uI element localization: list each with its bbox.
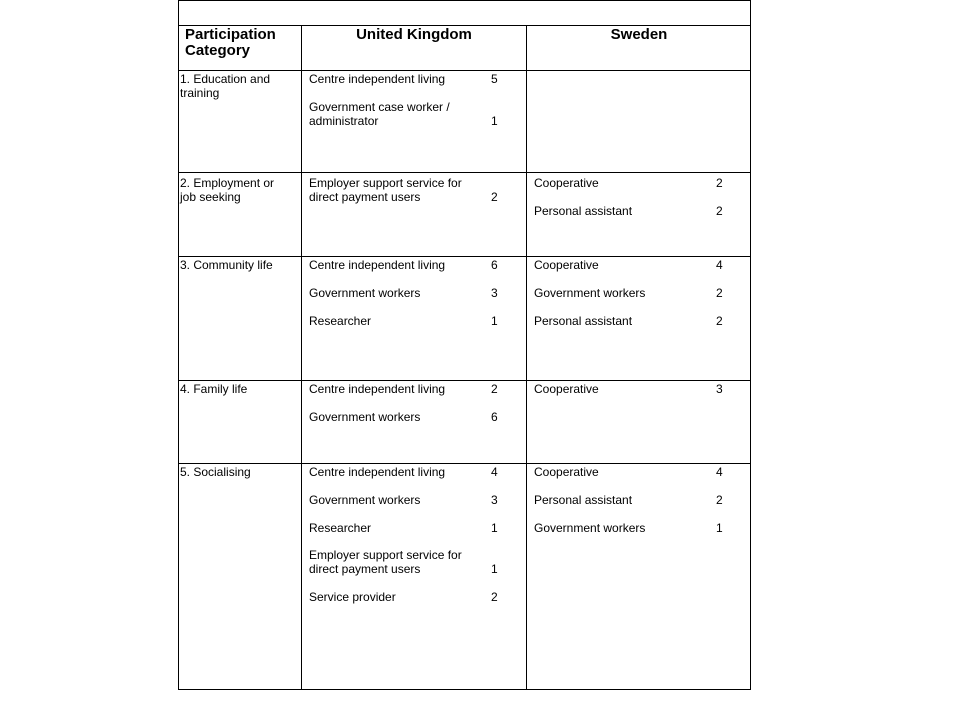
uk-entry-label: Centre independent living [309,465,446,479]
row-divider [179,256,750,257]
uk-entry-label: Government workers [309,493,421,507]
uk-entry-label: Centre independent living [309,382,446,396]
sweden-entry-label: Cooperative [534,176,599,190]
uk-entry-value: 1 [491,314,498,328]
sweden-entry-label: Government workers [534,286,646,300]
row-category: 5. Socialising [180,465,251,479]
uk-entry-value: 2 [491,190,498,204]
uk-entry-label: Centre independent living [309,258,446,272]
sweden-entry-value: 2 [716,204,723,218]
uk-entry-value: 1 [491,114,498,128]
row-divider [179,463,750,464]
row-category: 4. Family life [180,382,248,396]
uk-entry-label: Service provider [309,590,396,604]
uk-entry-value: 5 [491,72,498,86]
sweden-entry-label: Personal assistant [534,314,633,328]
row-divider [179,380,750,381]
header-uk: United Kingdom [356,26,472,43]
uk-entry-value: 6 [491,258,498,272]
column-divider [301,25,302,689]
uk-entry-label: Employer support service for direct payment users [309,548,462,576]
sweden-entry-value: 4 [716,258,723,272]
sweden-entry-label: Cooperative [534,382,599,396]
column-divider [526,25,527,689]
table-top-bar [179,1,750,26]
uk-entry-label: Centre independent living [309,72,446,86]
uk-entry-value: 4 [491,465,498,479]
header-sweden: Sweden [610,26,668,43]
sweden-entry-value: 1 [716,521,723,535]
sweden-entry-value: 2 [716,314,723,328]
uk-entry-label: Researcher [309,521,372,535]
participation-table [178,0,751,690]
sweden-entry-value: 2 [716,286,723,300]
uk-entry-label: Government workers [309,286,421,300]
header-category: Participation Category [185,26,276,59]
uk-entry-value: 6 [491,410,498,424]
sweden-entry-value: 4 [716,465,723,479]
uk-entry-label: Government case worker / administrator [309,100,450,128]
sweden-entry-label: Personal assistant [534,493,633,507]
row-category: 2. Employment or job seeking [180,176,275,204]
uk-entry-value: 3 [491,286,498,300]
uk-entry-label: Employer support service for direct payment users [309,176,462,204]
sweden-entry-label: Cooperative [534,465,599,479]
row-divider [179,70,750,71]
uk-entry-value: 2 [491,590,498,604]
sweden-entry-label: Cooperative [534,258,599,272]
uk-entry-value: 1 [491,562,498,576]
row-category: 1. Education and training [180,72,271,100]
uk-entry-label: Researcher [309,314,372,328]
uk-entry-label: Government workers [309,410,421,424]
row-divider [179,172,750,173]
sweden-entry-value: 2 [716,493,723,507]
sweden-entry-value: 3 [716,382,723,396]
sweden-entry-label: Government workers [534,521,646,535]
uk-entry-value: 3 [491,493,498,507]
sweden-entry-value: 2 [716,176,723,190]
uk-entry-value: 1 [491,521,498,535]
sweden-entry-label: Personal assistant [534,204,633,218]
row-category: 3. Community life [180,258,273,272]
uk-entry-value: 2 [491,382,498,396]
